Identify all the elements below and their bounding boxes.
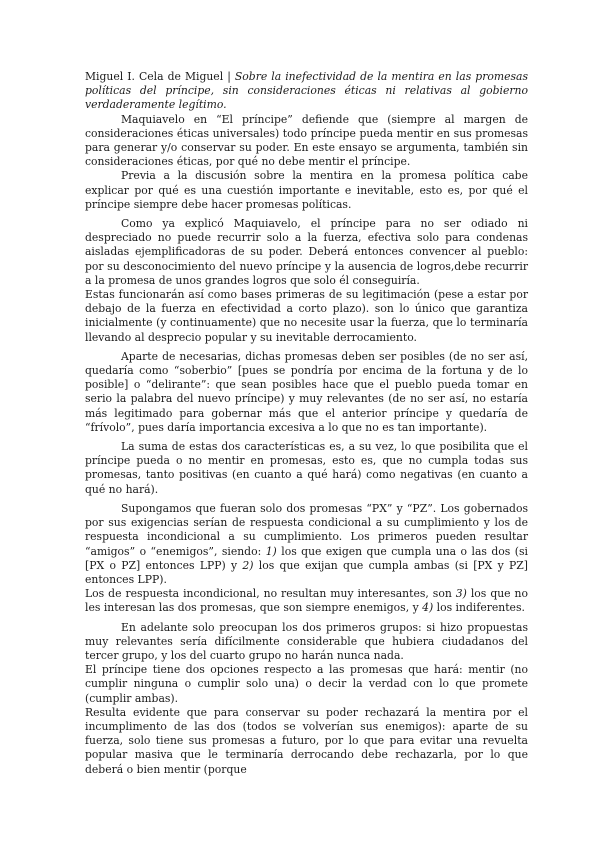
essay-title: Sobre la inefectividad de la mentira en las promesas políticas del príncipe, sin consideraciones éticas ni relativas al gobierno verdaderamente legítimo. — [85, 70, 528, 112]
paragraph-requirements: Aparte de necesarias, dichas promesas deben ser posibles (de no ser así, quedaría como “soberbio” [pues se pondría por encima de la fortuna y de lo posible] o “delirante”: que sean posibles hace que el pueblo pueda tomar en serio la palabra del nuevo príncipe) y muy relevantes (de no ser así, no estaría más legitimado para gobernar más que el anterior príncipe y quedaría de “frívolo”, pues daría importancia excesiva a lo que no es tan importante). — [85, 349, 528, 434]
paragraph-characteristics: La suma de estas dos características es, a su vez, lo que posibilita que el príncipe pueda o no mentir en promesas, esto es, que no cumpla todas sus promesas, tanto positivas (en cuanto a qué hará) como negativas (en cuanto a qué no hará). — [85, 440, 528, 496]
paragraph-force: Como ya explicó Maquiavelo, el príncipe para no ser odiado ni despreciado no puede recurrir solo a la fuerza, efectiva solo para condenas aisladas ejemplificadoras de su poder. Deberá entonces convencer al pueblo: por su desconocimiento del nuevo príncipe y la ausencia de logros,debe recurrir a la promesa de unos grandes logros que solo él conseguiría. — [85, 217, 528, 287]
paragraph-focus: En adelante solo preocupan los dos primeros grupos: si hizo propuestas muy relevantes sería difícilmente considerable que hubiera ciudadanos del tercer grupo, y los del cuarto grupo no harán nunca nada. — [85, 620, 528, 662]
group-number: 2) — [242, 558, 254, 572]
paragraph-groups: Supongamos que fueran solo dos promesas “PX” y “PZ”. Los gobernados por sus exigencias serían de respuesta condicional a su cumplimiento y los de respuesta incondicional a su cumplimiento. Los primeros pueden resultar “amigos” o “enemigos”, siendo: 1) los que exigen que cumpla una o las dos (si [PX o PZ] entonces LPP) y 2) los que exijan que cumpla ambas (si [PX y PZ] entonces LPP). — [85, 501, 528, 586]
paragraph-context: Previa a la discusión sobre la mentira en la promesa política cabe explicar por qué es una cuestión importante e inevitable, esto es, por qué el príncipe siempre debe hacer promesas políticas. — [85, 169, 528, 211]
document-header — [85, 70, 528, 113]
paragraph-legitimation: Estas funcionarán así como bases primeras de su legitimación (pese a estar por debajo de la fuerza en efectividad a corto plazo). son lo único que garantiza inicialmente (y continuamente) que no necesite usar la fuerza, que lo terminaría llevando al desprecio popular y su inevitable derrocamiento. — [85, 288, 528, 344]
paragraph-unconditional: Los de respuesta incondicional, no resultan muy interesantes, son 3) los que no les interesan las dos promesas, que son siempre enemigos, y 4) los indiferentes. — [85, 587, 528, 615]
group-number: 3) — [455, 587, 467, 601]
group-number: 1) — [265, 544, 277, 558]
group-number: 4) — [422, 601, 434, 615]
document-page — [85, 70, 528, 777]
author-name: Miguel I. Cela de Miguel | — [85, 70, 235, 83]
paragraph-intro: Maquiavelo en “El príncipe” defiende que (siempre al margen de consideraciones éticas universales) todo príncipe pueda mentir en sus promesas para generar y/o conservar su poder. En este ensayo se argumenta, también sin consideraciones éticas, por qué no debe mentir el príncipe. — [85, 112, 528, 169]
paragraph-options: El príncipe tiene dos opciones respecto a las promesas que hará: mentir (no cumplir ninguna o cumplir solo una) o decir la verdad con lo que promete (cumplir ambas). — [85, 663, 528, 705]
paragraph-conclusion: Resulta evidente que para conservar su poder rechazará la mentira por el incumplimento de las dos (todos se volverían sus enemigos): aparte de su fuerza, solo tiene sus promesas a futuro, por lo que para evitar una revuelta popular masiva que le terminaría derrocando debe rechazarla, por lo que deberá o bien mentir (porque — [85, 705, 528, 776]
